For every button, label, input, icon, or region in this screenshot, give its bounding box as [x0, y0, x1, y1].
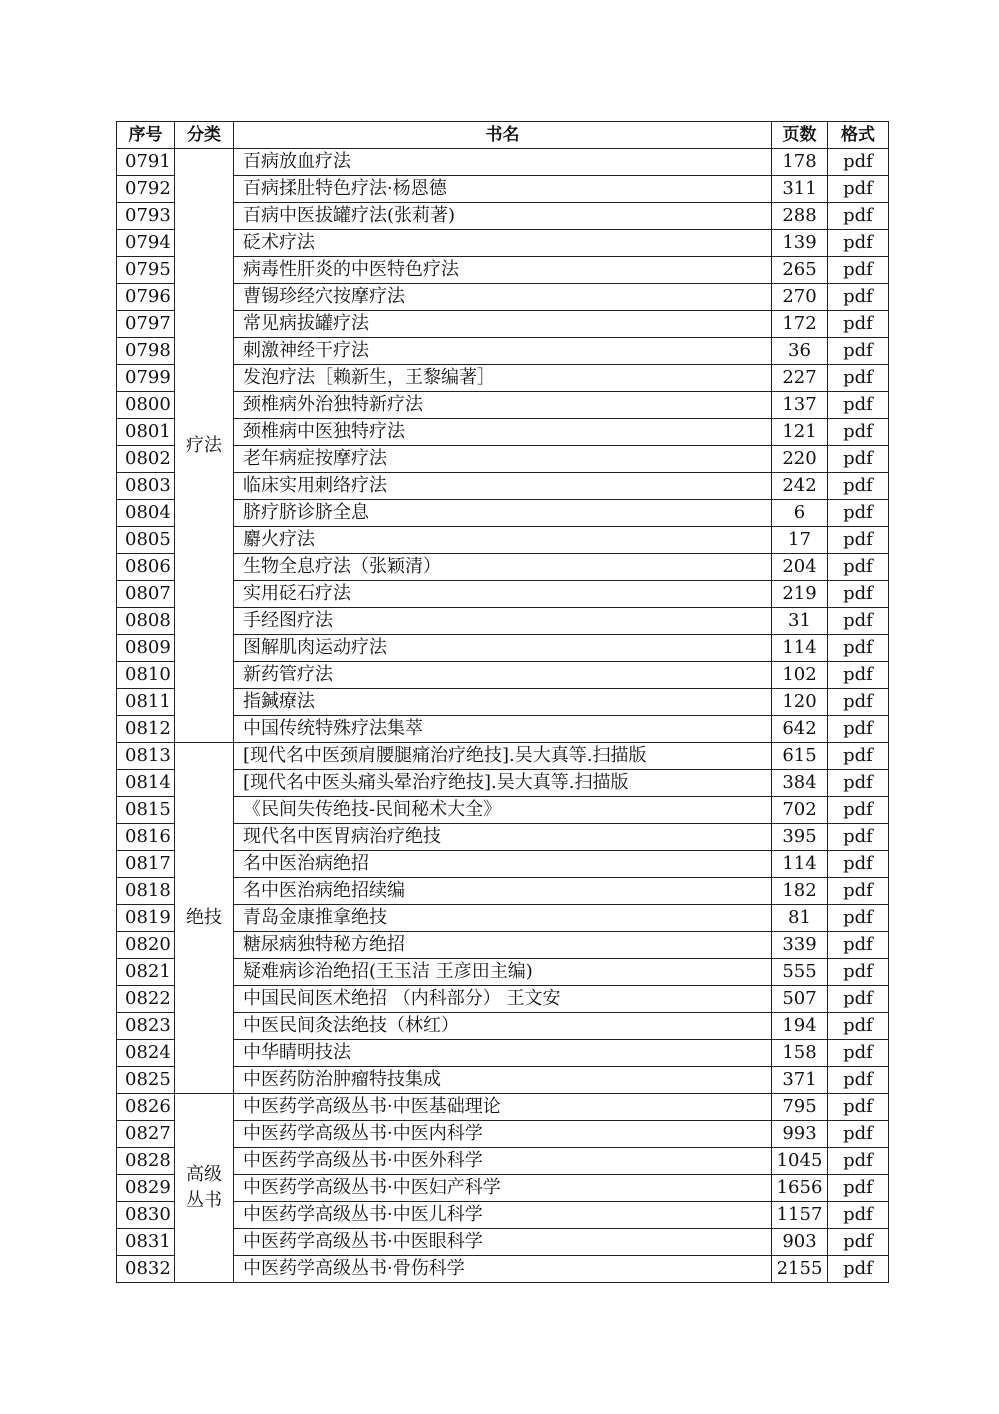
book-title-cell: [现代名中医颈肩腰腿痛治疗绝技].吴大真等.扫描版 [234, 743, 772, 770]
format-cell: pdf [828, 1256, 889, 1283]
page-count-cell: 178 [772, 149, 828, 176]
category-cell: 绝技 [175, 743, 234, 1094]
category-cell: 疗法 [175, 149, 234, 743]
serial-number-cell: 0797 [117, 311, 175, 338]
format-cell: pdf [828, 149, 889, 176]
page-count-cell: 114 [772, 635, 828, 662]
format-cell: pdf [828, 365, 889, 392]
page-count-cell: 81 [772, 905, 828, 932]
book-title-cell: 中华睛明技法 [234, 1040, 772, 1067]
serial-number-cell: 0807 [117, 581, 175, 608]
book-title-cell: 刺激神经干疗法 [234, 338, 772, 365]
book-title-cell: 砭术疗法 [234, 230, 772, 257]
page-count-cell: 288 [772, 203, 828, 230]
page-count-cell: 204 [772, 554, 828, 581]
format-cell: pdf [828, 986, 889, 1013]
format-cell: pdf [828, 1040, 889, 1067]
page-count-cell: 31 [772, 608, 828, 635]
serial-number-cell: 0831 [117, 1229, 175, 1256]
book-title-cell: 临床实用刺络疗法 [234, 473, 772, 500]
format-cell: pdf [828, 608, 889, 635]
header-page-count: 页数 [772, 122, 828, 149]
serial-number-cell: 0815 [117, 797, 175, 824]
book-title-cell: 中医药学高级丛书·中医内科学 [234, 1121, 772, 1148]
book-title-cell: 百病中医拔罐疗法(张莉著) [234, 203, 772, 230]
serial-number-cell: 0810 [117, 662, 175, 689]
format-cell: pdf [828, 473, 889, 500]
serial-number-cell: 0794 [117, 230, 175, 257]
serial-number-cell: 0827 [117, 1121, 175, 1148]
page-count-cell: 182 [772, 878, 828, 905]
page-count-cell: 311 [772, 176, 828, 203]
serial-number-cell: 0804 [117, 500, 175, 527]
format-cell: pdf [828, 1202, 889, 1229]
serial-number-cell: 0806 [117, 554, 175, 581]
page-count-cell: 903 [772, 1229, 828, 1256]
book-title-cell: 现代名中医胃病治疗绝技 [234, 824, 772, 851]
table-row [117, 149, 889, 176]
book-title-cell: 名中医治病绝招续编 [234, 878, 772, 905]
serial-number-cell: 0826 [117, 1094, 175, 1121]
book-title-cell: 中国民间医术绝招 （内科部分） 王文安 [234, 986, 772, 1013]
page-count-cell: 642 [772, 716, 828, 743]
page-count-cell: 120 [772, 689, 828, 716]
serial-number-cell: 0791 [117, 149, 175, 176]
page-count-cell: 555 [772, 959, 828, 986]
book-title-cell: 病毒性肝炎的中医特色疗法 [234, 257, 772, 284]
header-category: 分类 [175, 122, 234, 149]
serial-number-cell: 0819 [117, 905, 175, 932]
serial-number-cell: 0816 [117, 824, 175, 851]
serial-number-cell: 0798 [117, 338, 175, 365]
page-count-cell: 114 [772, 851, 828, 878]
page-count-cell: 384 [772, 770, 828, 797]
format-cell: pdf [828, 1013, 889, 1040]
format-cell: pdf [828, 1121, 889, 1148]
serial-number-cell: 0814 [117, 770, 175, 797]
page-count-cell: 219 [772, 581, 828, 608]
book-title-cell: 中医药学高级丛书·中医外科学 [234, 1148, 772, 1175]
serial-number-cell: 0818 [117, 878, 175, 905]
serial-number-cell: 0796 [117, 284, 175, 311]
format-cell: pdf [828, 554, 889, 581]
serial-number-cell: 0823 [117, 1013, 175, 1040]
book-title-cell: 老年病症按摩疗法 [234, 446, 772, 473]
book-title-cell: 中医药防治肿瘤特技集成 [234, 1067, 772, 1094]
format-cell: pdf [828, 743, 889, 770]
book-title-cell: [现代名中医头痛头晕治疗绝技].吴大真等.扫描版 [234, 770, 772, 797]
page-count-cell: 371 [772, 1067, 828, 1094]
format-cell: pdf [828, 662, 889, 689]
serial-number-cell: 0820 [117, 932, 175, 959]
format-cell: pdf [828, 392, 889, 419]
book-title-cell: 指鍼療法 [234, 689, 772, 716]
table-row [117, 1094, 889, 1121]
serial-number-cell: 0824 [117, 1040, 175, 1067]
format-cell: pdf [828, 500, 889, 527]
book-title-cell: 常见病拔罐疗法 [234, 311, 772, 338]
serial-number-cell: 0802 [117, 446, 175, 473]
format-cell: pdf [828, 878, 889, 905]
serial-number-cell: 0799 [117, 365, 175, 392]
serial-number-cell: 0830 [117, 1202, 175, 1229]
format-cell: pdf [828, 824, 889, 851]
page-count-cell: 17 [772, 527, 828, 554]
format-cell: pdf [828, 581, 889, 608]
page-count-cell: 139 [772, 230, 828, 257]
book-title-cell: 中医药学高级丛书·中医妇产科学 [234, 1175, 772, 1202]
format-cell: pdf [828, 1067, 889, 1094]
format-cell: pdf [828, 230, 889, 257]
header-serial-number: 序号 [117, 122, 175, 149]
book-title-cell: 颈椎病外治独特新疗法 [234, 392, 772, 419]
format-cell: pdf [828, 932, 889, 959]
book-title-cell: 《民间失传绝技-民间秘术大全》 [234, 797, 772, 824]
page-count-cell: 993 [772, 1121, 828, 1148]
format-cell: pdf [828, 284, 889, 311]
serial-number-cell: 0812 [117, 716, 175, 743]
format-cell: pdf [828, 527, 889, 554]
format-cell: pdf [828, 1094, 889, 1121]
book-title-cell: 麝火疗法 [234, 527, 772, 554]
serial-number-cell: 0817 [117, 851, 175, 878]
serial-number-cell: 0801 [117, 419, 175, 446]
book-title-cell: 颈椎病中医独特疗法 [234, 419, 772, 446]
book-list-table [116, 121, 889, 1283]
format-cell: pdf [828, 797, 889, 824]
page-count-cell: 158 [772, 1040, 828, 1067]
format-cell: pdf [828, 689, 889, 716]
format-cell: pdf [828, 635, 889, 662]
format-cell: pdf [828, 851, 889, 878]
book-title-cell: 图解肌肉运动疗法 [234, 635, 772, 662]
page-count-cell: 172 [772, 311, 828, 338]
format-cell: pdf [828, 770, 889, 797]
page-count-cell: 795 [772, 1094, 828, 1121]
format-cell: pdf [828, 1148, 889, 1175]
serial-number-cell: 0832 [117, 1256, 175, 1283]
header-book-title: 书名 [234, 122, 772, 149]
book-title-cell: 疑难病诊治绝招(王玉洁 王彦田主编) [234, 959, 772, 986]
book-title-cell: 中医药学高级丛书·骨伤科学 [234, 1256, 772, 1283]
book-title-cell: 名中医治病绝招 [234, 851, 772, 878]
book-title-cell: 生物全息疗法（张颖清） [234, 554, 772, 581]
format-cell: pdf [828, 1229, 889, 1256]
book-title-cell: 发泡疗法［赖新生，王黎编著］ [234, 365, 772, 392]
page-count-cell: 702 [772, 797, 828, 824]
book-title-cell: 实用砭石疗法 [234, 581, 772, 608]
book-title-cell: 百病揉肚特色疗法·杨恩德 [234, 176, 772, 203]
format-cell: pdf [828, 176, 889, 203]
table-header-row [117, 122, 889, 149]
book-title-cell: 中医药学高级丛书·中医眼科学 [234, 1229, 772, 1256]
book-title-cell: 中医药学高级丛书·中医基础理论 [234, 1094, 772, 1121]
book-title-cell: 中医药学高级丛书·中医儿科学 [234, 1202, 772, 1229]
book-title-cell: 青岛金康推拿绝技 [234, 905, 772, 932]
page-count-cell: 395 [772, 824, 828, 851]
serial-number-cell: 0800 [117, 392, 175, 419]
format-cell: pdf [828, 905, 889, 932]
format-cell: pdf [828, 203, 889, 230]
page-count-cell: 227 [772, 365, 828, 392]
serial-number-cell: 0805 [117, 527, 175, 554]
header-format: 格式 [828, 122, 889, 149]
book-title-cell: 新药管疗法 [234, 662, 772, 689]
serial-number-cell: 0809 [117, 635, 175, 662]
serial-number-cell: 0821 [117, 959, 175, 986]
format-cell: pdf [828, 446, 889, 473]
category-cell: 高级 丛书 [175, 1094, 234, 1283]
page-count-cell: 507 [772, 986, 828, 1013]
page-count-cell: 1157 [772, 1202, 828, 1229]
table-row [117, 743, 889, 770]
page-count-cell: 615 [772, 743, 828, 770]
serial-number-cell: 0803 [117, 473, 175, 500]
format-cell: pdf [828, 311, 889, 338]
page-count-cell: 6 [772, 500, 828, 527]
serial-number-cell: 0828 [117, 1148, 175, 1175]
page-count-cell: 339 [772, 932, 828, 959]
serial-number-cell: 0813 [117, 743, 175, 770]
page-count-cell: 242 [772, 473, 828, 500]
serial-number-cell: 0808 [117, 608, 175, 635]
serial-number-cell: 0825 [117, 1067, 175, 1094]
book-title-cell: 脐疗脐诊脐全息 [234, 500, 772, 527]
book-title-cell: 中医民间灸法绝技（林红） [234, 1013, 772, 1040]
serial-number-cell: 0795 [117, 257, 175, 284]
book-title-cell: 糖尿病独特秘方绝招 [234, 932, 772, 959]
serial-number-cell: 0822 [117, 986, 175, 1013]
page-count-cell: 1045 [772, 1148, 828, 1175]
page-count-cell: 121 [772, 419, 828, 446]
serial-number-cell: 0793 [117, 203, 175, 230]
page-count-cell: 194 [772, 1013, 828, 1040]
page-count-cell: 265 [772, 257, 828, 284]
format-cell: pdf [828, 959, 889, 986]
page-count-cell: 220 [772, 446, 828, 473]
book-title-cell: 手经图疗法 [234, 608, 772, 635]
book-title-cell: 中国传统特殊疗法集萃 [234, 716, 772, 743]
serial-number-cell: 0792 [117, 176, 175, 203]
format-cell: pdf [828, 257, 889, 284]
book-title-cell: 百病放血疗法 [234, 149, 772, 176]
page-count-cell: 1656 [772, 1175, 828, 1202]
format-cell: pdf [828, 1175, 889, 1202]
book-title-cell: 曹锡珍经穴按摩疗法 [234, 284, 772, 311]
format-cell: pdf [828, 338, 889, 365]
page-count-cell: 36 [772, 338, 828, 365]
format-cell: pdf [828, 419, 889, 446]
serial-number-cell: 0811 [117, 689, 175, 716]
format-cell: pdf [828, 716, 889, 743]
page-count-cell: 137 [772, 392, 828, 419]
table-body [117, 149, 889, 1283]
page-count-cell: 270 [772, 284, 828, 311]
page-count-cell: 102 [772, 662, 828, 689]
serial-number-cell: 0829 [117, 1175, 175, 1202]
page-count-cell: 2155 [772, 1256, 828, 1283]
